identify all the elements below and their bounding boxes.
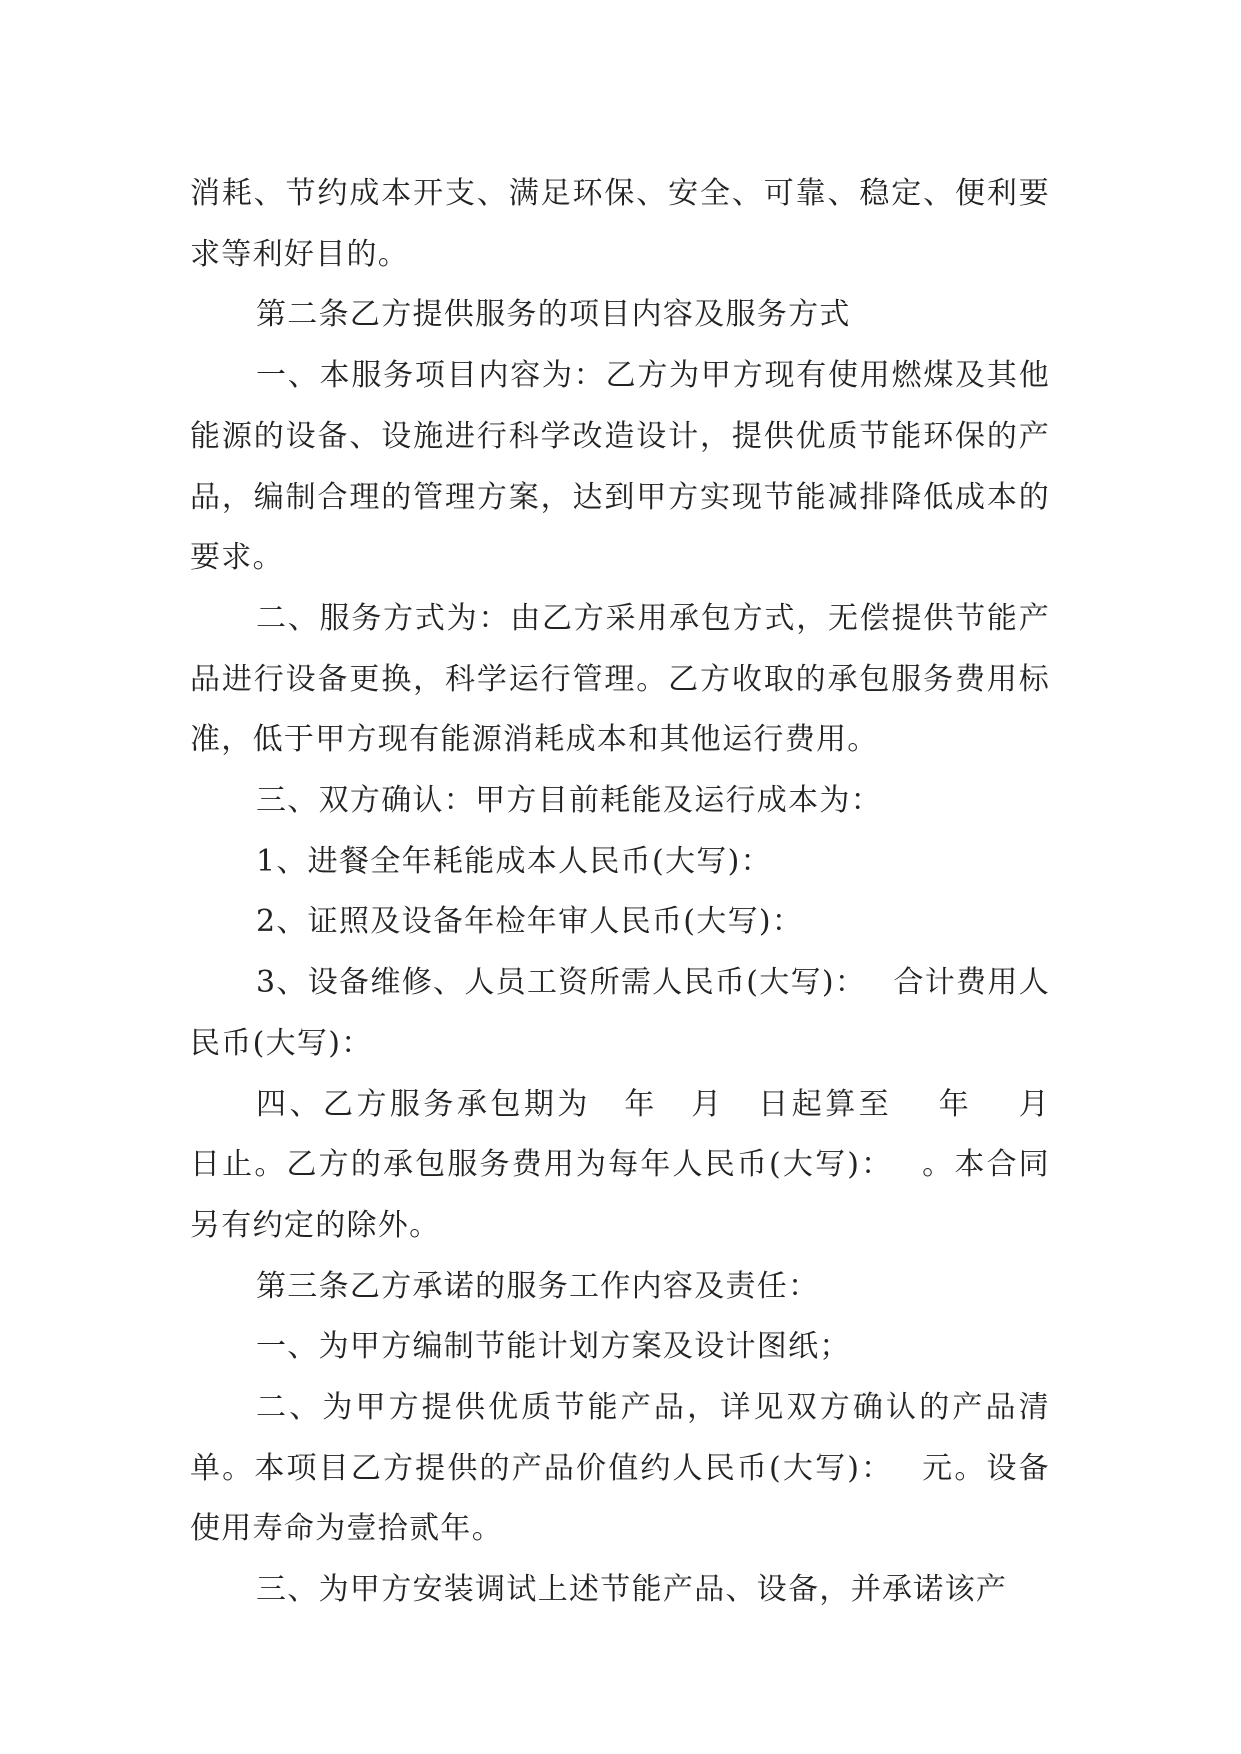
paragraph-service-method: 二、服务方式为：由乙方采用承包方式，无偿提供节能产品进行设备更换，科学运行管理。乙方收取的承包服务费用标准，低于甲方现有能源消耗成本和其他运行费用。 bbox=[190, 600, 1050, 758]
paragraph-products: 二、为甲方提供优质节能产品，详见双方确认的产品清单。本项目乙方提供的产品价值约人民币(大写)： 元。设备使用寿命为壹拾贰年。 bbox=[190, 1390, 1050, 1547]
paragraph-1: 消耗、节约成本开支、满足环保、安全、可靠、稳定、便利要求等利好目的。 bbox=[190, 176, 1050, 272]
paragraph-contract-period: 四、乙方服务承包期为 年 月 日起算至 年 月 日止。乙方的承包服务费用为每年人民币(大写)： 。本合同另有约定的除外。 bbox=[190, 1086, 1093, 1243]
list-item-1: 1、进餐全年耗能成本人民币(大写)： bbox=[256, 843, 772, 879]
document-body bbox=[190, 164, 1093, 1621]
paragraph-installation: 三、为甲方安装调试上述节能产品、设备，并承诺该产 bbox=[256, 1572, 1008, 1608]
list-item-3: 3、设备维修、人员工资所需人民币(大写)： 合计费用人民币(大写)： bbox=[190, 965, 1050, 1061]
paragraph-service-content: 一、本服务项目内容为：乙方为甲方现有使用燃煤及其他能源的设备、设施进行科学改造设计，提供优质节能环保的产品，编制合理的管理方案，达到甲方实现节能减排降低成本的要求。 bbox=[190, 358, 1050, 576]
section-heading-2: 第二条乙方提供服务的项目内容及服务方式 bbox=[256, 297, 851, 333]
paragraph-mutual-confirmation: 三、双方确认：甲方目前耗能及运行成本为： bbox=[256, 783, 882, 819]
section-heading-3: 第三条乙方承诺的服务工作内容及责任： bbox=[256, 1268, 820, 1304]
list-item-2: 2、证照及设备年检年审人民币(大写)： bbox=[256, 904, 804, 940]
paragraph-plan: 一、为甲方编制节能计划方案及设计图纸； bbox=[256, 1329, 851, 1365]
